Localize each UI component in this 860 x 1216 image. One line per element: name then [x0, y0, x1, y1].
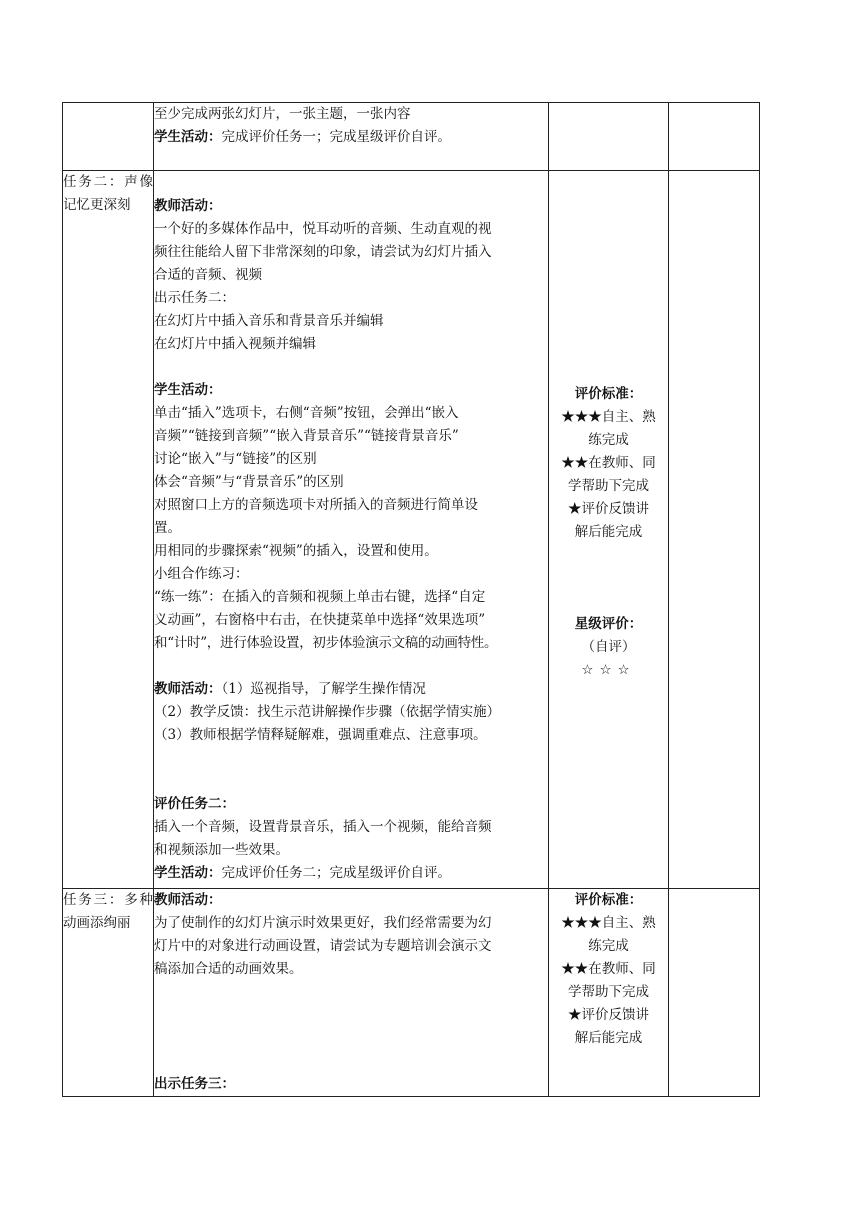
task-show-label: 出示任务三： — [154, 1076, 235, 1092]
notes-cell — [669, 889, 760, 1097]
teacher-activity-line: （2）教学反馈：找生示范讲解操作步骤（依据学情实施） — [154, 704, 501, 720]
table-row — [63, 171, 760, 889]
teacher-activity-line: （1）巡视指导，了解学生操作情况 — [221, 681, 426, 697]
teacher-activity-line: 一个好的多媒体作品中，悦耳动听的音频、生动直观的视 — [154, 221, 492, 237]
student-activity-line: 小组合作练习： — [154, 566, 249, 582]
student-activity-text: 完成评价任务二；完成星级评价自评。 — [221, 865, 451, 881]
criteria-line: ★★★自主、熟 — [561, 409, 656, 425]
criteria-line: ★★在教师、同 — [561, 455, 656, 471]
evaluation-task-line: 插入一个音频，设置背景音乐，插入一个视频，能给音频 — [154, 819, 492, 835]
student-activity-line: 置。 — [154, 520, 181, 536]
criteria-title: 评价标准： — [574, 892, 643, 908]
notes-cell — [669, 171, 760, 889]
teacher-activity-label: 教师活动： — [154, 892, 222, 908]
task-cell — [63, 103, 154, 171]
teacher-activity-line: 出示任务二： — [154, 290, 235, 306]
evaluation-cell — [549, 171, 669, 889]
student-activity-text: 完成评价任务一；完成星级评价自评。 — [221, 129, 451, 145]
teacher-activity-line: 灯片中的对象进行动画设置，请尝试为专题培训会演示文 — [154, 938, 492, 954]
criteria-line: 学帮助下完成 — [568, 478, 649, 494]
teacher-activity-line: 为了使制作的幻灯片演示时效果更好，我们经常需要为幻 — [154, 915, 492, 931]
teacher-activity-2 — [154, 678, 548, 701]
criteria-line: ★★在教师、同 — [561, 961, 656, 977]
activity-text: 至少完成两张幻灯片，一张主题，一张内容 — [154, 106, 411, 122]
student-activity-line: 用相同的步骤探索“视频”的插入，设置和使用。 — [154, 543, 438, 559]
evaluation-task-label: 评价任务二： — [154, 796, 235, 812]
student-activity — [154, 126, 548, 149]
criteria-line: 练完成 — [588, 938, 629, 954]
student-activity-line: 对照窗口上方的音频选项卡对所插入的音频进行简单设 — [154, 497, 478, 513]
teacher-activity-label: 教师活动： — [154, 681, 222, 697]
task-name: 任务二：声像记忆更深刻 — [63, 174, 153, 213]
table-row — [63, 889, 760, 1097]
student-activity-line: 音频”“链接到音频”“嵌入背景音乐”“链接背景音乐” — [154, 428, 459, 444]
evaluation-cell — [549, 889, 669, 1097]
student-activity-line: 义动画”，右窗格中右击，在快捷菜单中选择“效果选项” — [154, 612, 486, 628]
activity-cell — [154, 889, 549, 1097]
criteria-title: 评价标准： — [574, 386, 643, 402]
task-name: 任务三：多种动画添绚丽 — [63, 892, 153, 931]
lesson-plan-table — [62, 102, 760, 1097]
table-row — [63, 103, 760, 171]
teacher-activity-line: 合适的音频、视频 — [154, 267, 262, 283]
criteria-line: 解后能完成 — [574, 524, 643, 540]
teacher-activity-line: 稿添加合适的动画效果。 — [154, 961, 303, 977]
criteria-line: 学帮助下完成 — [568, 984, 649, 1000]
teacher-activity-label: 教师活动： — [154, 198, 222, 214]
teacher-activity-line: 在幻灯片中插入视频并编辑 — [154, 336, 316, 352]
task-cell — [63, 889, 154, 1097]
student-activity-line: 单击“插入”选项卡，右侧“音频”按钮，会弹出“嵌入 — [154, 405, 459, 421]
student-activity-line: “练一练”：在插入的音频和视频上单击右键，选择“自定 — [154, 589, 486, 605]
student-activity-line: 体会“音频”与“背景音乐”的区别 — [154, 474, 344, 490]
student-activity-label: 学生活动： — [154, 865, 222, 881]
student-activity-line: 讨论“嵌入”与“链接”的区别 — [154, 451, 317, 467]
self-eval-label: （自评） — [581, 639, 636, 655]
criteria-line: ★★★自主、熟 — [561, 915, 656, 931]
student-activity-line: 和“计时”，进行体验设置，初步体验演示文稿的动画特性。 — [154, 635, 498, 651]
star-rating-icons: ☆☆☆ — [581, 662, 636, 678]
teacher-activity-line: （3）教师根据学情释疑解难，强调重难点、注意事项。 — [154, 727, 487, 743]
teacher-activity-line: 在幻灯片中插入音乐和背景音乐并编辑 — [154, 313, 384, 329]
activity-cell — [154, 171, 549, 889]
criteria-line: 解后能完成 — [574, 1030, 643, 1046]
task-cell — [63, 171, 154, 889]
criteria-line: 练完成 — [588, 432, 629, 448]
criteria-line: ★评价反馈讲 — [568, 501, 649, 517]
teacher-activity-line: 频往往能给人留下非常深刻的印象，请尝试为幻灯片插入 — [154, 244, 492, 260]
student-activity-label: 学生活动： — [154, 129, 222, 145]
activity-cell — [154, 103, 549, 171]
criteria-line: ★评价反馈讲 — [568, 1007, 649, 1023]
star-rating-title: 星级评价： — [574, 616, 643, 632]
evaluation-task-line: 和视频添加一些效果。 — [154, 842, 289, 858]
notes-cell — [669, 103, 760, 171]
student-activity-2 — [154, 862, 548, 885]
evaluation-cell — [549, 103, 669, 171]
student-activity-label: 学生活动： — [154, 382, 222, 398]
